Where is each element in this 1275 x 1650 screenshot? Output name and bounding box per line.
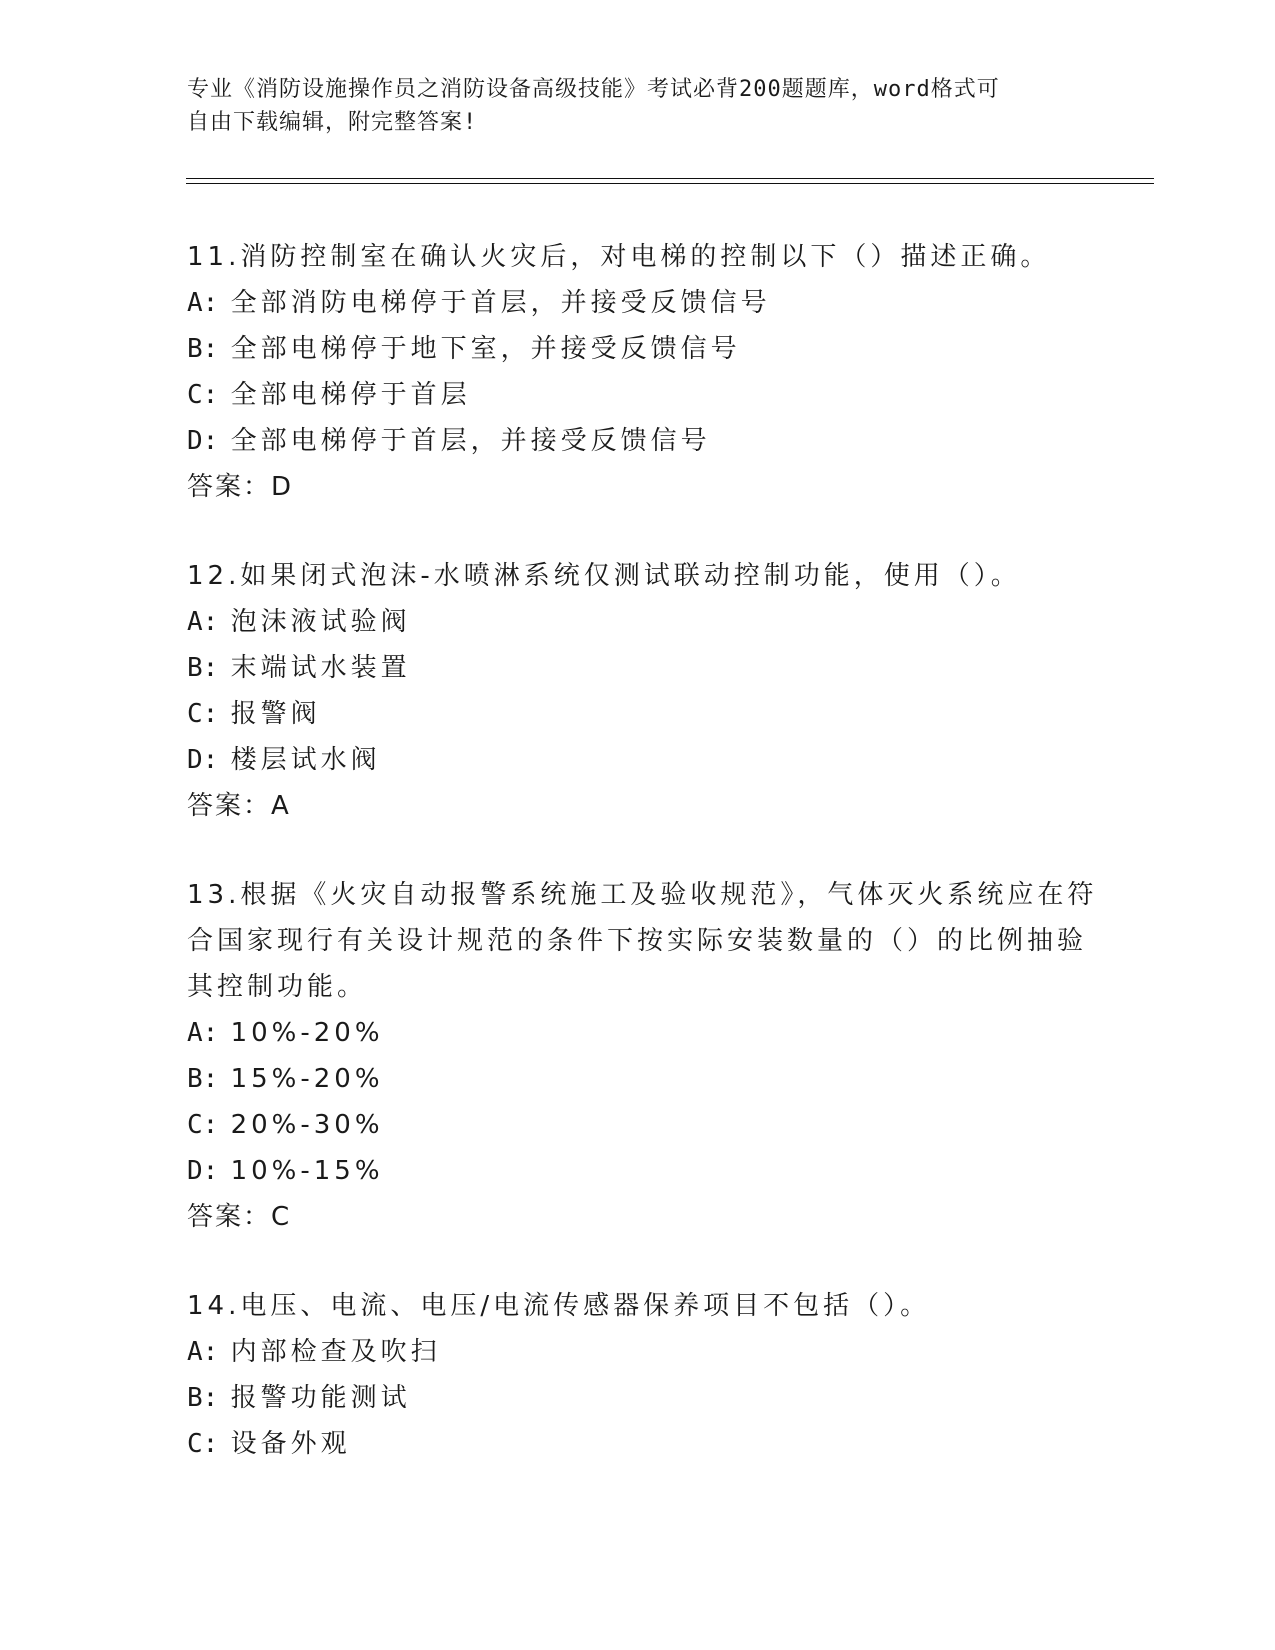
document-header xyxy=(187,73,1077,139)
option-letter: C: xyxy=(187,380,219,410)
option-text: 20%-30% xyxy=(230,1110,384,1140)
header-line-2: 自由下载编辑，附完整答案! xyxy=(187,110,478,135)
header-divider-bottom xyxy=(186,183,1154,184)
option-a xyxy=(187,599,1087,645)
header-line-1: 专业《消防设施操作员之消防设备高级技能》考试必背200题题库，word格式可 xyxy=(187,77,1000,102)
question-12 xyxy=(187,553,1087,829)
option-text: 全部消防电梯停于首层，并接受反馈信号 xyxy=(230,288,771,318)
question-stem: 14.电压、电流、电压/电流传感器保养项目不包括（）。 xyxy=(187,1291,931,1321)
option-text: 报警阀 xyxy=(230,699,321,729)
option-letter: A: xyxy=(187,1337,219,1367)
option-letter: B: xyxy=(187,1383,219,1413)
option-d xyxy=(187,418,1087,464)
question-stem-line-3: 其控制功能。 xyxy=(187,972,368,1002)
option-text: 设备外观 xyxy=(230,1429,351,1459)
option-d xyxy=(187,1148,1087,1194)
option-c xyxy=(187,372,1087,418)
option-letter: D: xyxy=(187,1156,219,1186)
option-b xyxy=(187,645,1087,691)
option-a xyxy=(187,1010,1087,1056)
question-11 xyxy=(187,234,1087,510)
option-a xyxy=(187,280,1087,326)
option-text: 泡沫液试验阀 xyxy=(230,607,411,637)
option-letter: A: xyxy=(187,288,219,318)
option-text: 报警功能测试 xyxy=(230,1383,411,1413)
option-text: 10%-20% xyxy=(230,1018,384,1048)
option-text: 楼层试水阀 xyxy=(230,745,381,775)
option-b xyxy=(187,1375,1087,1421)
option-text: 15%-20% xyxy=(230,1064,384,1094)
option-letter: C: xyxy=(187,1429,219,1459)
option-letter: A: xyxy=(187,607,219,637)
question-stem-line-2: 合国家现行有关设计规范的条件下按实际安装数量的（）的比例抽验 xyxy=(187,926,1088,956)
option-a xyxy=(187,1329,1087,1375)
option-letter: B: xyxy=(187,1064,219,1094)
option-letter: D: xyxy=(187,745,219,775)
option-text: 10%-15% xyxy=(230,1156,384,1186)
question-stem: 11.消防控制室在确认火灾后，对电梯的控制以下（）描述正确。 xyxy=(187,242,1051,272)
answer-label: 答案：C xyxy=(187,1202,292,1232)
option-c xyxy=(187,1421,1087,1467)
option-b xyxy=(187,1056,1087,1102)
option-c xyxy=(187,1102,1087,1148)
option-letter: B: xyxy=(187,334,219,364)
option-text: 全部电梯停于首层，并接受反馈信号 xyxy=(230,426,711,456)
header-divider-top xyxy=(186,178,1154,179)
option-c xyxy=(187,691,1087,737)
question-13 xyxy=(187,872,1098,1240)
option-b xyxy=(187,326,1087,372)
question-stem-line-1: 13.根据《火灾自动报警系统施工及验收规范》，气体灭火系统应在符 xyxy=(187,880,1098,910)
option-letter: D: xyxy=(187,426,219,456)
answer-label: 答案：D xyxy=(187,472,294,502)
option-text: 全部电梯停于地下室，并接受反馈信号 xyxy=(230,334,741,364)
option-text: 全部电梯停于首层 xyxy=(230,380,471,410)
option-letter: B: xyxy=(187,653,219,683)
option-letter: C: xyxy=(187,1110,219,1140)
option-text: 内部检查及吹扫 xyxy=(230,1337,441,1367)
answer-label: 答案：A xyxy=(187,791,291,821)
question-stem: 12.如果闭式泡沫-水喷淋系统仅测试联动控制功能，使用（）。 xyxy=(187,561,1021,591)
option-text: 末端试水装置 xyxy=(230,653,411,683)
option-d xyxy=(187,737,1087,783)
option-letter: A: xyxy=(187,1018,219,1048)
question-14 xyxy=(187,1283,1087,1467)
option-letter: C: xyxy=(187,699,219,729)
